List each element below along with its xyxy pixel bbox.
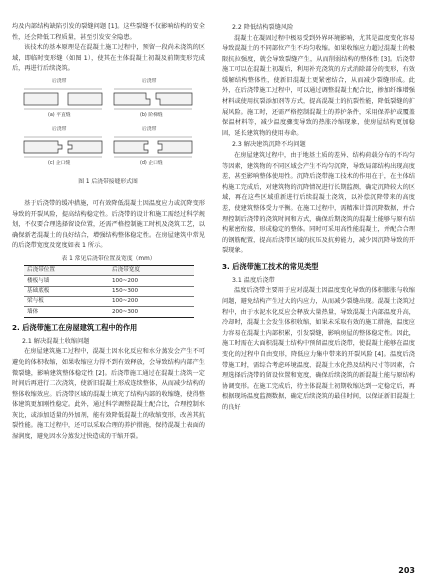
table-header-row: [24, 265, 194, 275]
post-pour-strip-label: 后浇带: [52, 126, 67, 132]
table-cell: 150~300: [109, 286, 194, 296]
paragraph: 温度后浇带主要用于应对混凝土因温度变化导致的体积膨胀与收缩问题，避免结构产生过大的内应力，从而减少裂缝出现。混凝土浇筑过程中，由于水泥水化反应会释放大量热量，导致混凝土内部温度升高，冷却时，混凝土会发生体积收缩，如果未采取有效的施工措施，温度应力容易在混凝土内部积累，引发裂缝，影响房屋的整体稳定性。因此，施工时需在大面积混凝土结构中预留温度后浇带，使混凝土能够在温度变化的过程中自由变形，降低应力集中带来的开裂风险 [4]。温度后浇带施工时，需综合考虑环境温度、混凝土水化热及结构尺寸等因素，合理选择后浇带的留设位置和宽度，确保后续浇筑的新混凝土能与原结构协调变形。在施工完成后，待主体混凝土初期收缩达到一定稳定后，再根据现场温度监测数据，确定后续浇筑的最佳时间，以保证新旧混凝土的良好: [222, 287, 415, 411]
paragraph: 该技术的基本原理是在混凝土施工过程中，预留一段尚未浇筑的区域，即临时变形缝（如图 1），使其在主体混凝土初凝及前期变形完成后，再进行后续浇筑。: [12, 44, 205, 73]
right-column: [222, 22, 415, 414]
tongue-joint-drawing-d: [114, 137, 192, 157]
subsection-heading: 3.1 温度后浇带: [232, 276, 275, 284]
table-cell: 梁与板: [24, 297, 109, 307]
table-cell: 墙体: [24, 307, 109, 317]
joint-diagram: [18, 79, 198, 187]
subfigure-label: (c) 企口缝: [48, 160, 71, 166]
flat-joint-drawing: [24, 89, 102, 109]
tongue-joint-drawing-c: [24, 137, 102, 157]
paragraph: 混凝土在凝固过程中极易受到外界环境影响，尤其是温度变化容易导致混凝土的不同部位产生不均匀收缩。如果收缩应力超过混凝土的极限抗拉强度，就会导致裂缝产生，从而削弱结构的整体性 [3]。后浇带施工可以在混凝土初凝后，利用补充浇筑的方式消除部分的变形，有效缓解结构整体性，使新旧混凝土更紧密结合，从而减少裂缝形成。此外，在后浇带施工过程中，可以通过调整混凝土配合比，掺加纤维增强材料或使用抗裂添加剂等方式，提高混凝土的抗裂性能，降低裂缝的扩展风险。施工时，还需严格控制混凝土的养护条件，采用保养护或覆盖保温材料等，减少温度骤变导致的热胀冷缩现象，使房屋结构更加稳固，延长建筑物的使用寿命。: [222, 34, 415, 137]
subfigure-label: (b) 阶梯缝: [140, 112, 163, 118]
subfigure-label: (d) 企口缝: [140, 160, 163, 166]
post-pour-strip-label: 后浇带: [142, 78, 157, 84]
paragraph: 均及内部结构缺陷引发的裂缝问题 [1]。这些裂缝不仅影响结构的安全性，还会降低工程质量，甚至引发安全隐患。: [12, 23, 205, 41]
page-number: 203: [398, 566, 415, 575]
table-cell: 200~300: [109, 307, 194, 317]
table-row: [24, 307, 194, 317]
subsection-heading: 2.2 降低结构裂缝风险: [232, 24, 294, 31]
table-row: [24, 286, 194, 296]
paragraph: 在房屋建筑施工过程中，混凝土因水化反应和水分蒸发会产生不可避免的体积收缩，如果收缩应力得不到有效释放，会导致结构内部产生微裂缝，影响建筑整体稳定性 [2]。后浇带施工通过在混凝土浇筑一定时间后再进行二次浇筑，使新旧混凝土形成连续整体，从而减少结构的整体收缩效应。后浇带区域的混凝土填充了结构内部的收缩缝，使得整体建筑更加刚性稳定。此外，通过科学调整混凝土配合比，合理控制水灰比，或添加适量的外加剂，能有效降低混凝土的收缩变形，改善其抗裂性能。施工过程中，还可以采取合理的养护措施，保持混凝土表面的湿润度，避免因水分蒸发过快造成的干缩开裂。: [12, 348, 205, 441]
joint-figure: [18, 79, 198, 197]
table-caption: 表 1 常见后浇带位置及宽度（mm）: [61, 255, 156, 262]
paragraph: 在房屋建筑过程中，由于地基土质的差异、结构荷载分布的不均匀等因素，建筑物的不同区域会产生不均匀沉降，导致局部结构出现高度差，甚至影响整体使用性。沉降后浇带施工技术的作用在于，在主体结构施工完成后，对建筑物的沉降情况进行长期监测，确定沉降较大的区域，再在这些区域重新进行后续混凝土浇筑，以补偿沉降带来的高度差，使建筑整体受力平衡。在施工过程中，需精准计算沉降数据，并合理控制后浇带的浇筑时间和方式，确保后期浇筑的混凝土能够与原有结构紧密衔接，形成稳定的整体。同时可采用高性能混凝土，并配合合理的钢筋配置，提高后浇带区域的抗压及抗剪能力，减少因沉降导致的开裂现象。: [222, 151, 415, 255]
post-pour-strip-label: 后浇带: [142, 126, 157, 132]
subsection-heading: 2.3 解决建筑沉降不均问题: [232, 141, 306, 149]
table-cell: 100~200: [109, 297, 194, 307]
section-heading: 2. 后浇带施工在房屋建筑工程中的作用: [12, 322, 138, 332]
table-row: [24, 276, 194, 286]
figure-caption: 图 1 后浇带接缝形式图: [78, 178, 138, 185]
table-row: [24, 297, 194, 307]
left-column: [12, 22, 205, 443]
subfigure-label: (a) 平直缝: [48, 112, 71, 118]
stepped-joint-drawing: [114, 89, 192, 109]
subsection-heading: 2.1 解决混凝土收缩问题: [22, 337, 90, 345]
post-pour-strip-label: 后浇带: [52, 78, 67, 84]
section-heading: 3. 后浇带施工技术的常见类型: [222, 261, 319, 271]
table-cell: 100~200: [109, 276, 194, 286]
paragraph: 基于后浇带的缓冲措施，可有效降低混凝土因温度应力或沉降变形导致的开裂风险，提高结构稳定性。后浇带的设计和施工需经过科学规划，不仅要合理选择留设位置，还需严格控制施工时机及浇筑工艺，以确保新老混凝土的良好结合，增强结构整体稳定性。在房屋建筑中常见的后浇带宽度及宽度如表 1 所示。: [12, 199, 205, 250]
strip-width-table: [24, 265, 194, 318]
table-cell: 基础底板: [24, 286, 109, 296]
table-cell: 楼板与墙: [24, 276, 109, 286]
table-header-cell: 后浇带宽度: [109, 265, 194, 275]
table-header-cell: 后浇带位置: [24, 265, 109, 275]
